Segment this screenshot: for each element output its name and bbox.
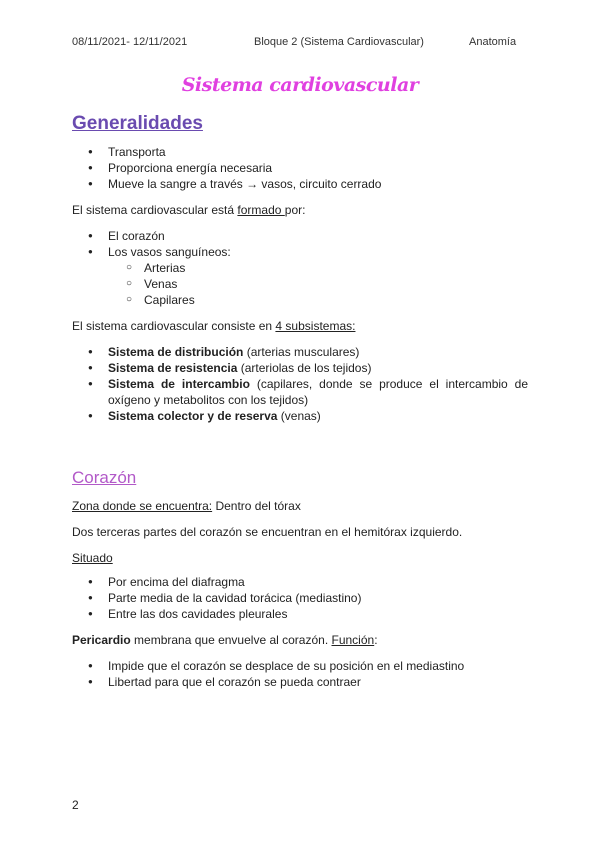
underlined-text: Zona donde se encuentra: xyxy=(72,499,213,513)
list-item: ● Libertad para que el corazón se pueda contraer xyxy=(72,674,528,690)
document-title: Sistema cardiovascular xyxy=(181,74,419,96)
heading-corazon: Corazón xyxy=(72,468,137,487)
header-dates: 08/11/2021- 12/11/2021 xyxy=(72,36,188,48)
funcion-list xyxy=(72,658,528,690)
heading-generalidades: Generalidades xyxy=(72,113,203,134)
situado-label: Situado xyxy=(72,551,113,565)
formado-list xyxy=(72,228,528,308)
list-item: ● Entre las dos cavidades pleurales xyxy=(72,606,528,622)
zona-paragraph xyxy=(72,498,528,514)
text: por: xyxy=(284,203,306,217)
list-item: ● Por encima del diafragma xyxy=(72,574,528,590)
list-item: ● Mueve la sangre a través → vasos, circuito cerrado xyxy=(72,176,528,192)
text: membrana que envuelve al corazón. xyxy=(130,633,332,647)
pericardio-paragraph xyxy=(72,632,528,648)
text: (capilares, donde se produce el intercambio de oxígeno y metabolitos con los tejidos) xyxy=(108,377,528,407)
bold-text: Sistema de resistencia xyxy=(108,361,238,375)
page-number: 2 xyxy=(72,798,79,812)
consiste-paragraph xyxy=(72,318,528,334)
bold-text: Sistema de intercambio xyxy=(108,377,250,391)
list-item xyxy=(72,244,528,308)
text: El sistema cardiovascular está xyxy=(72,203,238,217)
sub-list-item: ○ Capilares xyxy=(108,292,528,308)
list-item xyxy=(72,408,528,424)
text: El sistema cardiovascular consiste en xyxy=(72,319,276,333)
dos-terceras-paragraph: Dos terceras partes del corazón se encuentran en el hemitórax izquierdo. xyxy=(72,525,463,539)
text: (venas) xyxy=(277,409,321,423)
bold-text: Sistema de distribución xyxy=(108,345,244,359)
generalidades-list xyxy=(72,144,528,192)
list-item: ● Parte media de la cavidad torácica (mediastino) xyxy=(72,590,528,606)
list-item: ● Impide que el corazón se desplace de su posición en el mediastino xyxy=(72,658,528,674)
underlined-text: formado xyxy=(237,203,285,217)
list-item xyxy=(72,344,528,360)
bold-text: Sistema colector y de reserva xyxy=(108,409,278,423)
underlined-text: Función xyxy=(331,633,375,647)
text: Dentro del tórax xyxy=(212,499,301,513)
subsistemas-list xyxy=(72,344,528,424)
text: (arteriolas de los tejidos) xyxy=(237,361,372,375)
bold-text: Pericardio xyxy=(72,633,131,647)
header-block: Bloque 2 (Sistema Cardiovascular) xyxy=(254,36,424,48)
formado-paragraph xyxy=(72,202,528,218)
vasos-sublist xyxy=(108,260,528,308)
list-item xyxy=(72,360,528,376)
text: : xyxy=(374,633,378,647)
sub-list-item: ○ Venas xyxy=(108,276,528,292)
list-item-label: Los vasos sanguíneos: xyxy=(108,245,231,259)
sub-list-item: ○ Arterias xyxy=(108,260,528,276)
situado-list xyxy=(72,574,528,622)
page-header xyxy=(72,36,528,50)
underlined-text: 4 subsistemas: xyxy=(275,319,356,333)
list-item: ● Proporciona energía necesaria xyxy=(72,160,528,176)
list-item: ● El corazón xyxy=(72,228,528,244)
list-item xyxy=(72,376,528,408)
document-body xyxy=(72,112,528,690)
header-subject: Anatomía xyxy=(469,36,517,48)
text: (arterias musculares) xyxy=(243,345,360,359)
list-item: ● Transporta xyxy=(72,144,528,160)
